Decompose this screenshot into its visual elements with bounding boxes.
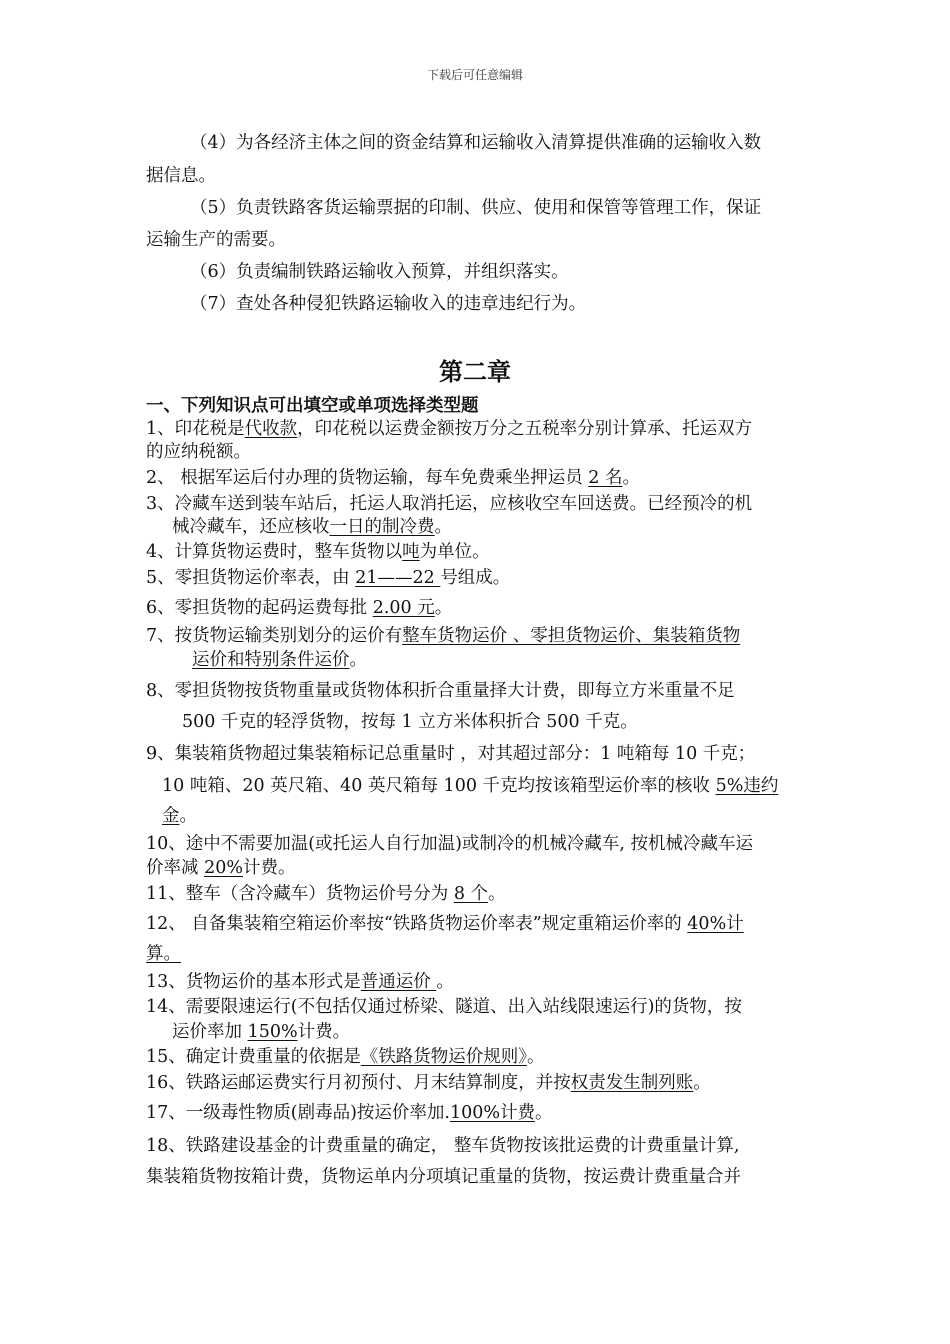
item-18-line2: 集装箱货物按箱计费，货物运单内分项填记重量的货物，按运费计费重量合并: [146, 1167, 741, 1187]
item-11: [146, 883, 506, 905]
item-9-end: 。: [179, 806, 197, 826]
item-5: [146, 567, 510, 589]
item-10-answer: 20%: [204, 858, 243, 878]
chapter-title: 第二章: [439, 358, 511, 386]
para-6: （6）负责编制铁路运输收入预算，并组织落实。: [190, 262, 569, 282]
item-13-end: 。: [436, 972, 454, 992]
item-4-end: 为单位。: [419, 542, 490, 562]
item-2-answer: 2 名: [588, 468, 623, 488]
item-3-end: 。: [434, 517, 452, 537]
para-4-line1: （4）为各经济主体之间的资金结算和运输收入清算提供准确的运输收入数: [190, 133, 762, 153]
item-9-line3: [162, 805, 197, 827]
item-11-end: 。: [488, 884, 506, 904]
item-16-end: 。: [693, 1073, 711, 1093]
item-7-line2: [192, 649, 367, 671]
item-15-end: 。: [527, 1047, 545, 1067]
para-4-line2: 据信息。: [146, 166, 216, 186]
item-10-text: 价率减: [146, 858, 205, 878]
item-1-text-cont: ，印花税以运费金额按万分之五税率分别计算承、托运双方: [297, 419, 753, 439]
item-7-end: 。: [349, 650, 367, 670]
item-10-line1: 10、途中不需要加温(或托运人自行加温)或制冷的机械冷藏车, 按机械冷藏车运: [146, 834, 754, 854]
item-5-answer: 21——22: [355, 568, 441, 588]
item-12-line2: [146, 943, 181, 965]
item-14-text: 运价率加: [172, 1022, 248, 1042]
item-4: [146, 541, 490, 563]
item-3-line2: [172, 516, 452, 538]
item-2-end: 。: [622, 468, 640, 488]
item-2-text: 2、 根据军运后付办理的货物运输，每车免费乘坐押运员: [146, 468, 589, 488]
item-16-text: 16、铁路运邮运费实行月初预付、月末结算制度，并按: [146, 1073, 571, 1093]
item-10-end: 计费。: [242, 858, 296, 878]
item-12-line1: [146, 913, 744, 935]
item-5-end: 号组成。: [440, 568, 511, 588]
para-7: （7）查处各种侵犯铁路运输收入的违章违纪行为。: [190, 294, 587, 314]
item-17: [146, 1102, 553, 1124]
item-12-answer-part2: 算。: [146, 944, 181, 964]
item-6-text: 6、零担货物的起码运费每批: [146, 598, 373, 618]
item-4-answer: 吨: [402, 542, 420, 562]
item-17-answer: 100%计费: [450, 1103, 536, 1123]
item-16: [146, 1072, 711, 1094]
item-16-answer: 权责发生制列账: [570, 1073, 694, 1093]
item-13-text: 13、货物运价的基本形式是: [146, 972, 361, 992]
section-heading: 一、下列知识点可出填空或单项选择类型题: [146, 396, 479, 416]
item-17-end: 。: [535, 1103, 553, 1123]
item-1-line2: 的应纳税额。: [146, 442, 251, 462]
item-9-line1: 9、集装箱货物超过集装箱标记总重量时 ，对其超过部分：1 吨箱每 10 千克；: [146, 744, 756, 764]
item-9-answer-part2: 金: [162, 806, 180, 826]
item-12-answer-part1: 40%计: [687, 914, 744, 934]
item-17-text: 17、一级毒性物质(剧毒品)按运价率加.: [146, 1103, 450, 1123]
item-9-answer-part1: 5%违约: [715, 776, 779, 796]
item-3-answer: 一日的制冷费: [329, 517, 435, 537]
item-7-text: 7、按货物运输类别划分的运价有: [146, 626, 403, 646]
item-10-line2: [146, 857, 295, 879]
item-6-end: 。: [434, 598, 453, 618]
page-header-note: 下载后可任意编辑: [426, 68, 523, 82]
item-8-line1: 8、零担货物按货物重量或货物体积折合重量择大计费，即每立方米重量不足: [146, 681, 735, 701]
item-2: [146, 467, 640, 489]
item-1-line1: [146, 418, 752, 440]
item-8-line2: 500 千克的轻浮货物，按每 1 立方米体积折合 500 千克。: [182, 712, 638, 732]
item-15-text: 15、确定计费重量的依据是: [146, 1047, 361, 1067]
item-14-answer: 150%: [247, 1022, 298, 1042]
para-5-line2: 运输生产的需要。: [146, 230, 286, 250]
item-18-line1: 18、铁路建设基金的计费重量的确定， 整车货物按该批运费的计费重量计算,: [146, 1136, 740, 1156]
item-14-end: 计费。: [297, 1022, 351, 1042]
item-14-line1: 14、需要限速运行(不包括仅通过桥梁、隧道、出入站线限速运行)的货物，按: [146, 997, 742, 1017]
item-3-line1: 3、冷藏车送到装车站后，托运人取消托运，应核收空车回送费。已经预冷的机: [146, 494, 753, 514]
item-1-answer: 代收款: [244, 419, 298, 439]
item-11-text: 11、整车（含冷藏车）货物运价号分为: [146, 884, 454, 904]
item-13: [146, 971, 454, 993]
item-14-line2: [172, 1021, 350, 1043]
item-9-text: 10 吨箱、20 英尺箱、40 英尺箱每 100 千克均按该箱型运价率的核收: [162, 776, 716, 796]
item-13-answer: 普通运价: [360, 972, 437, 992]
item-7-line1: [146, 625, 740, 647]
item-7-answer-part2: 运价和特别条件运价: [192, 650, 350, 670]
item-1-text: 1、印花税是: [146, 419, 245, 439]
item-5-text: 5、零担货物运价率表，由: [146, 568, 356, 588]
item-15: [146, 1046, 545, 1068]
item-3-text: 械冷藏车，还应核收: [172, 517, 330, 537]
item-15-answer: 《铁路货物运价规则》: [360, 1047, 528, 1067]
item-6: [146, 597, 452, 619]
item-12-text: 12、 自备集装箱空箱运价率按“铁路货物运价率表”规定重箱运价率的: [146, 914, 688, 934]
para-5-line1: （5）负责铁路客货运输票据的印制、供应、使用和保管等管理工作，保证: [190, 198, 762, 218]
item-6-answer: 2.00 元: [372, 598, 435, 618]
item-9-line2: [162, 775, 778, 797]
item-11-answer: 8 个: [453, 884, 489, 904]
item-7-answer-part1: 整车货物运价 、零担货物运价、集装箱货物: [402, 626, 741, 646]
item-4-text: 4、计算货物运费时，整车货物以: [146, 542, 403, 562]
